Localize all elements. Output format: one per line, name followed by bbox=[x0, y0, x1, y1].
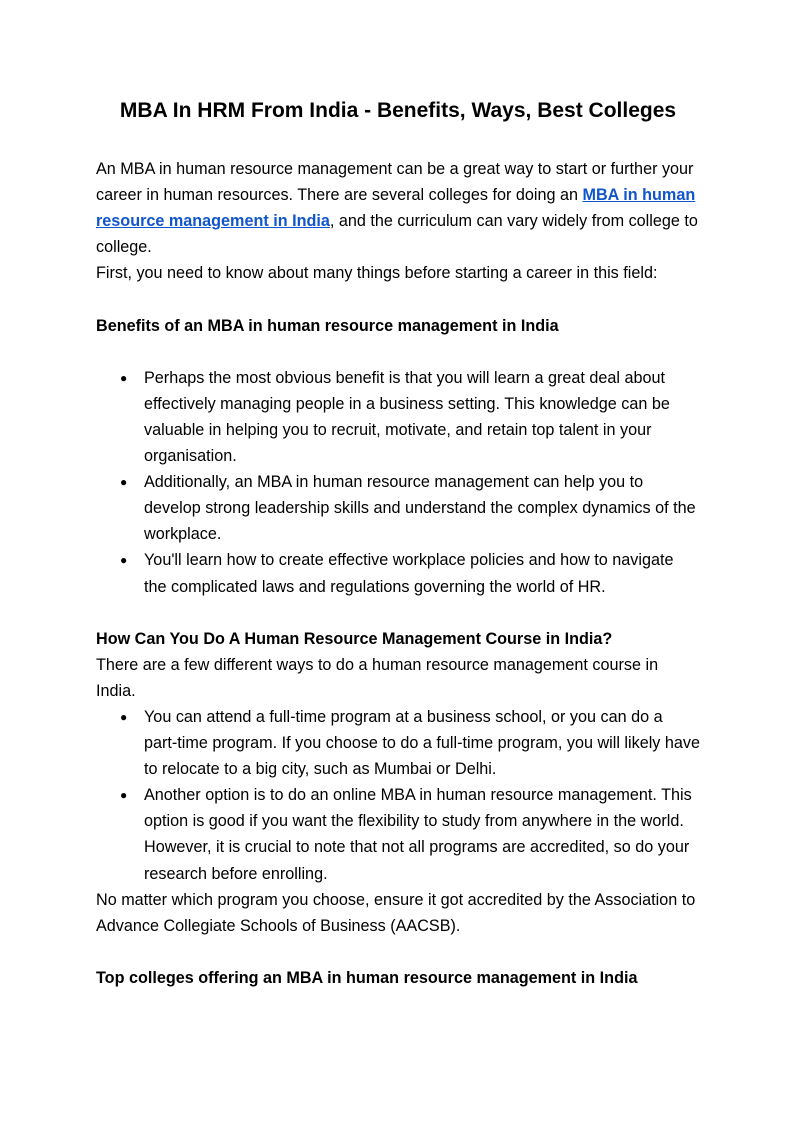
intro-paragraph bbox=[96, 156, 700, 260]
mba-hrm-india-link[interactable]: MBA in human resource management in India bbox=[96, 186, 696, 231]
bullet-icon: ● bbox=[120, 709, 128, 724]
list-item bbox=[96, 365, 700, 469]
how-closing: No matter which program you choose, ensure it got accredited by the Association to Advance Collegiate Schools of Business (AACSB). bbox=[96, 890, 696, 935]
list-item-text: Additionally, an MBA in human resource management can help you to develop strong leadership skills and understand the complex dynamics of the workplace. bbox=[144, 473, 696, 544]
colleges-heading: Top colleges offering an MBA in human resource management in India bbox=[96, 968, 638, 987]
list-item bbox=[96, 782, 700, 886]
bullet-icon: ● bbox=[120, 553, 128, 568]
intro-text-before-link: An MBA in human resource management can be a great way to start or further your career in human resources. There are several colleges for doing an bbox=[96, 160, 694, 205]
spacer bbox=[96, 600, 700, 626]
document-page bbox=[96, 96, 700, 991]
how-heading: How Can You Do A Human Resource Management Course in India? bbox=[96, 629, 613, 648]
list-item-text: Another option is to do an online MBA in human resource management. This option is good if you want the flexibility to study from anywhere in the world. However, it is crucial to note that not all programs are accredited, so do your research before enrolling. bbox=[144, 786, 692, 883]
intro-second-line: First, you need to know about many things before starting a career in this field: bbox=[96, 264, 658, 283]
list-item bbox=[96, 704, 700, 782]
list-item-text: Perhaps the most obvious benefit is that you will learn a great deal about effectively managing people in a business setting. This knowledge can be valuable in helping you to recruit, motivate, and retain top talent in your organisation. bbox=[144, 368, 670, 466]
bullet-icon: ● bbox=[120, 475, 128, 490]
spacer bbox=[96, 339, 700, 365]
benefits-heading: Benefits of an MBA in human resource management in India bbox=[96, 316, 559, 335]
bullet-icon: ● bbox=[120, 370, 128, 385]
list-item bbox=[96, 469, 700, 547]
bullet-icon: ● bbox=[120, 788, 128, 803]
list-item bbox=[96, 547, 700, 599]
list-item-text: You can attend a full-time program at a business school, or you can do a part-time program. If you choose to do a full-time program, you will likely have to relocate to a big city, such as Mumbai or Delhi. bbox=[144, 707, 701, 779]
list-item-text: You'll learn how to create effective workplace policies and how to navigate the complicated laws and regulations governing the world of HR. bbox=[144, 551, 674, 596]
how-list bbox=[96, 704, 700, 887]
benefits-list bbox=[96, 365, 700, 600]
spacer bbox=[96, 939, 700, 965]
document-title: MBA In HRM From India - Benefits, Ways, Best Colleges bbox=[119, 99, 677, 122]
spacer bbox=[96, 286, 700, 312]
intro-text-after-link: , and the curriculum can vary widely from college to college. bbox=[96, 212, 698, 257]
how-intro: There are a few different ways to do a human resource management course in India. bbox=[96, 655, 659, 700]
